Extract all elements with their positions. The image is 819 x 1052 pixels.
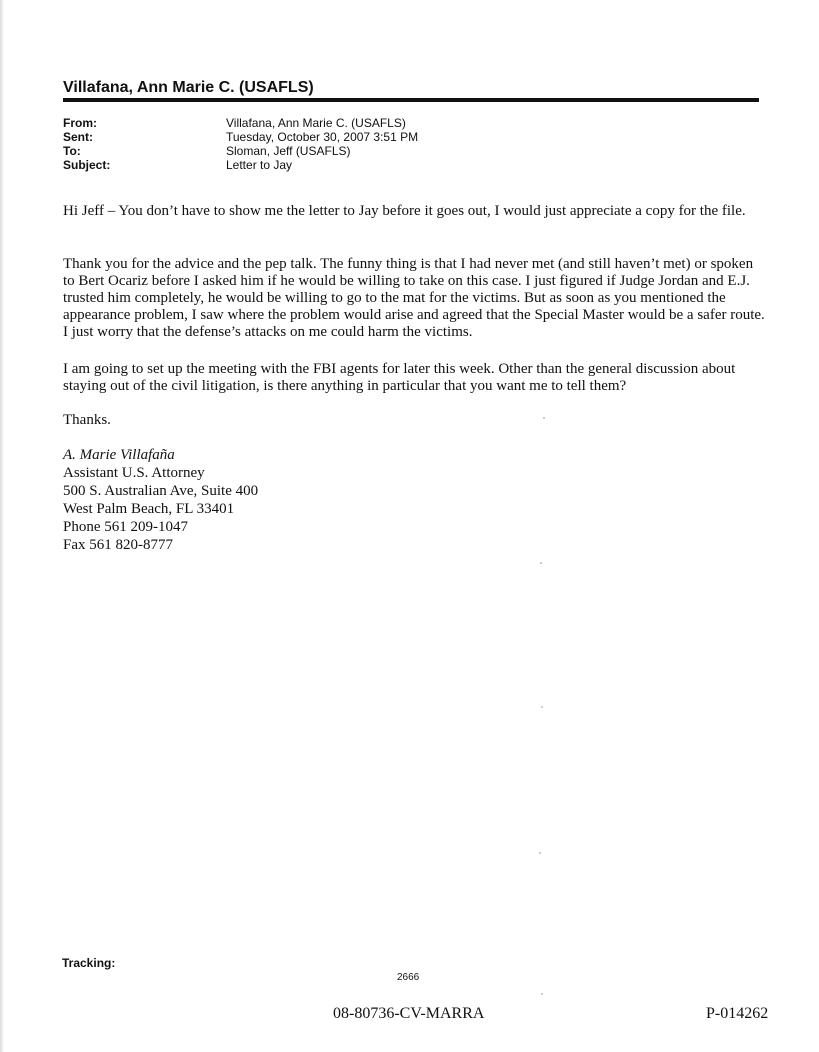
page-edge xyxy=(0,0,4,1052)
body-paragraph-advice: Thank you for the advice and the pep talk. The funny thing is that I had never met (and still haven’t met) or spoken to Bert Ocariz before I asked him if he would be willing to take on this case. I just figured if Judge Jordan and E.J. trusted him completely, he would be willing to go to the mat for the victims. But as soon as you mentioned the appearance problem, I saw where the problem would arise and agreed that the Special Master would be a safer route. I just worry that the defense’s attacks on me could harm the victims. xyxy=(63,256,765,340)
subject-value: Letter to Jay xyxy=(226,158,293,172)
to-value: Sloman, Jeff (USAFLS) xyxy=(226,144,351,158)
scan-speck xyxy=(540,562,542,564)
email-sender-header: Villafana, Ann Marie C. (USAFLS) xyxy=(63,79,314,96)
scan-speck xyxy=(539,852,541,854)
scan-speck xyxy=(541,706,543,708)
header-divider xyxy=(63,98,759,102)
signature-name: A. Marie Villafaña xyxy=(63,447,175,463)
sent-value: Tuesday, October 30, 2007 3:51 PM xyxy=(226,130,419,144)
from-label: From: xyxy=(63,116,97,130)
page-number: 2666 xyxy=(397,972,420,983)
signature-title: Assistant U.S. Attorney xyxy=(63,465,205,481)
subject-label: Subject: xyxy=(63,158,111,172)
to-label: To: xyxy=(63,144,81,158)
signature-fax: Fax 561 820-8777 xyxy=(63,537,173,553)
case-number: 08-80736-CV-MARRA xyxy=(333,1005,485,1022)
tracking-label: Tracking: xyxy=(62,956,116,970)
signature-phone: Phone 561 209-1047 xyxy=(63,519,188,535)
signature-address-line1: 500 S. Australian Ave, Suite 400 xyxy=(63,483,259,499)
scan-speck xyxy=(541,993,543,995)
body-paragraph-meeting: I am going to set up the meeting with the FBI agents for later this week. Other than the general discussion about staying out of the civil litigation, is there anything in particular that you want me to tell them? xyxy=(63,361,736,394)
from-value: Villafana, Ann Marie C. (USAFLS) xyxy=(226,116,406,130)
signature-address-line2: West Palm Beach, FL 33401 xyxy=(63,501,235,517)
bates-number: P-014262 xyxy=(706,1005,769,1022)
sent-label: Sent: xyxy=(63,130,93,144)
body-paragraph-thanks: Thanks. xyxy=(63,412,111,428)
scan-speck xyxy=(543,417,545,419)
body-paragraph-greeting: Hi Jeff – You don’t have to show me the letter to Jay before it goes out, I would just appreciate a copy for the file. xyxy=(63,203,746,219)
